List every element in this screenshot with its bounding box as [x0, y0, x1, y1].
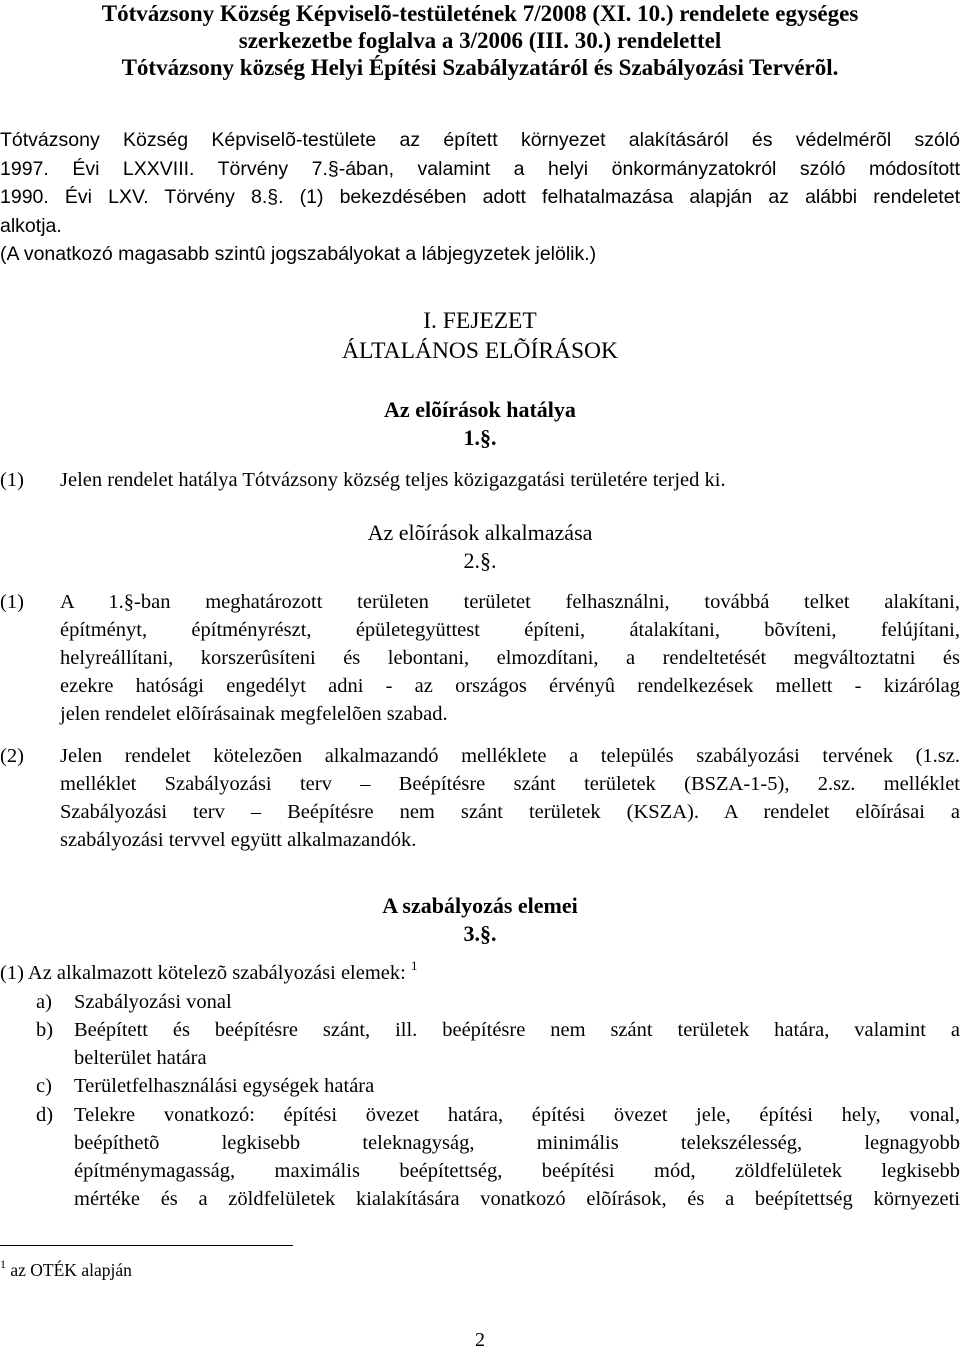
footnote-text: az OTÉK alapján — [10, 1260, 132, 1280]
list-item-line: belterület határa — [74, 1047, 207, 1069]
list-item-line: építménymagasság, maximális beépítettség, beépítési mód, zöldfelületek legkisebb — [74, 1160, 960, 1182]
list-intro-text: (1) Az alkalmazott kötelezõ szabályozási elemek: — [0, 962, 406, 984]
page-number: 2 — [475, 1329, 485, 1351]
list-item-marker: b) — [36, 1019, 54, 1041]
preamble-line: 1990. Évi LXV. Törvény 8.§. (1) bekezdésében adott felhatalmazása alapján az alábbi rendeletet — [0, 186, 960, 209]
section-1-heading — [0, 396, 960, 452]
paragraph-line: ezekre hatósági engedélyt adni - az országos érvényû rendelkezések mellett - kizárólag — [60, 675, 960, 697]
section-title: A szabályozás elemei — [382, 893, 578, 918]
preamble-line: alkotja. — [0, 214, 62, 237]
section-title: Az elõírások hatálya — [384, 397, 576, 422]
section-number: 2.§. — [463, 548, 497, 573]
list-item-line: beépíthetõ legkisebb teleknagyság, minimális telekszélesség, legnagyobb — [74, 1132, 960, 1154]
footnote-number: 1 — [0, 1257, 6, 1271]
section-number: 1.§. — [463, 425, 497, 450]
paragraph-line: szabályozási tervvel együtt alkalmazandók. — [60, 829, 417, 851]
section-title: Az elõírások alkalmazása — [367, 520, 593, 545]
paragraph-line: jelen rendelet elõírásainak megfelelõen szabad. — [60, 703, 448, 725]
paragraph-line: A 1.§-ban meghatározott területen területet felhasználni, továbbá telket alakítani, — [60, 591, 960, 613]
list-item-line: Területfelhasználási egységek határa — [74, 1075, 375, 1097]
paragraph-line: melléklet Szabályozási terv – Beépítésre szánt területek (BSZA-1-5), 2.sz. melléklet — [60, 773, 960, 795]
document-title — [0, 0, 960, 81]
list-item-line: Szabályozási vonal — [74, 991, 232, 1013]
preamble — [0, 126, 960, 269]
list-item — [0, 1101, 960, 1213]
footnote-separator — [0, 1245, 293, 1246]
section-2-heading — [0, 519, 960, 575]
paragraph-text: Jelen rendelet hatálya Tótvázsony község teljes közigazgatási területére terjed ki. — [60, 469, 726, 491]
paragraph-line: helyreállítani, korszerûsíteni és lebontani, elmozdítani, a rendeltetését megváltoztatni és — [60, 647, 960, 669]
list-item-line: Beépített és beépítésre szánt, ill. beépítésre nem szánt területek határa, valamint a — [74, 1019, 960, 1041]
list-item — [0, 1016, 960, 1072]
section-1-paragraph-1 — [0, 466, 960, 494]
paragraph-label: (2) — [0, 745, 24, 767]
chapter-heading — [0, 306, 960, 366]
chapter-title: ÁLTALÁNOS ELÕÍRÁSOK — [342, 338, 618, 364]
title-line-3: Tótvázsony község Helyi Építési Szabályzatáról és Szabályozási Tervérõl. — [121, 55, 839, 80]
footnote-reference: 1 — [410, 958, 418, 973]
paragraph-label: (1) — [0, 591, 24, 613]
paragraph-label: (1) — [0, 469, 24, 491]
list-intro — [0, 959, 417, 987]
section-2-paragraph-2 — [0, 742, 960, 854]
section-2-paragraph-1 — [0, 588, 960, 728]
footnote — [0, 1258, 132, 1282]
list-item-marker: c) — [36, 1075, 52, 1097]
paragraph-line: Szabályozási terv – Beépítésre nem szánt területek (KSZA). A rendelet elõírásai a — [60, 801, 960, 823]
chapter-number: I. FEJEZET — [423, 308, 537, 334]
preamble-note: (A vonatkozó magasabb szintû jogszabályokat a lábjegyzetek jelölik.) — [0, 243, 597, 266]
paragraph-line: Jelen rendelet kötelezõen alkalmazandó melléklete a település szabályozási tervének (1.sz. — [60, 745, 960, 767]
list-item-marker: a) — [36, 991, 52, 1013]
title-line-1: Tótvázsony Község Képviselõ-testületének 7/2008 (XI. 10.) rendelete egységes — [101, 1, 859, 26]
list-item — [0, 1072, 960, 1100]
preamble-line: 1997. Évi LXXVIII. Törvény 7.§-ában, valamint a helyi önkormányzatokról szóló módosított — [0, 157, 960, 180]
list-item-line: mértéke és a zöldfelületek kialakítására vonatkozó elõírások, és a beépítettség környezeti — [74, 1188, 960, 1210]
section-3-heading — [0, 892, 960, 948]
section-number: 3.§. — [463, 921, 497, 946]
title-line-2: szerkezetbe foglalva a 3/2006 (III. 30.) rendelettel — [238, 28, 722, 53]
paragraph-line: építményt, építményrészt, épületegyüttest építeni, átalakítani, bõvíteni, felújítani, — [60, 619, 960, 641]
preamble-line: Tótvázsony Község Képviselõ-testülete az épített környezet alakításáról és védelmérõl szóló — [0, 129, 960, 151]
list-item-marker: d) — [36, 1104, 54, 1126]
list-item-line: Telekre vonatkozó: építési övezet határa, építési övezet jele, építési hely, vonal, — [74, 1104, 960, 1126]
list-item — [0, 988, 960, 1016]
